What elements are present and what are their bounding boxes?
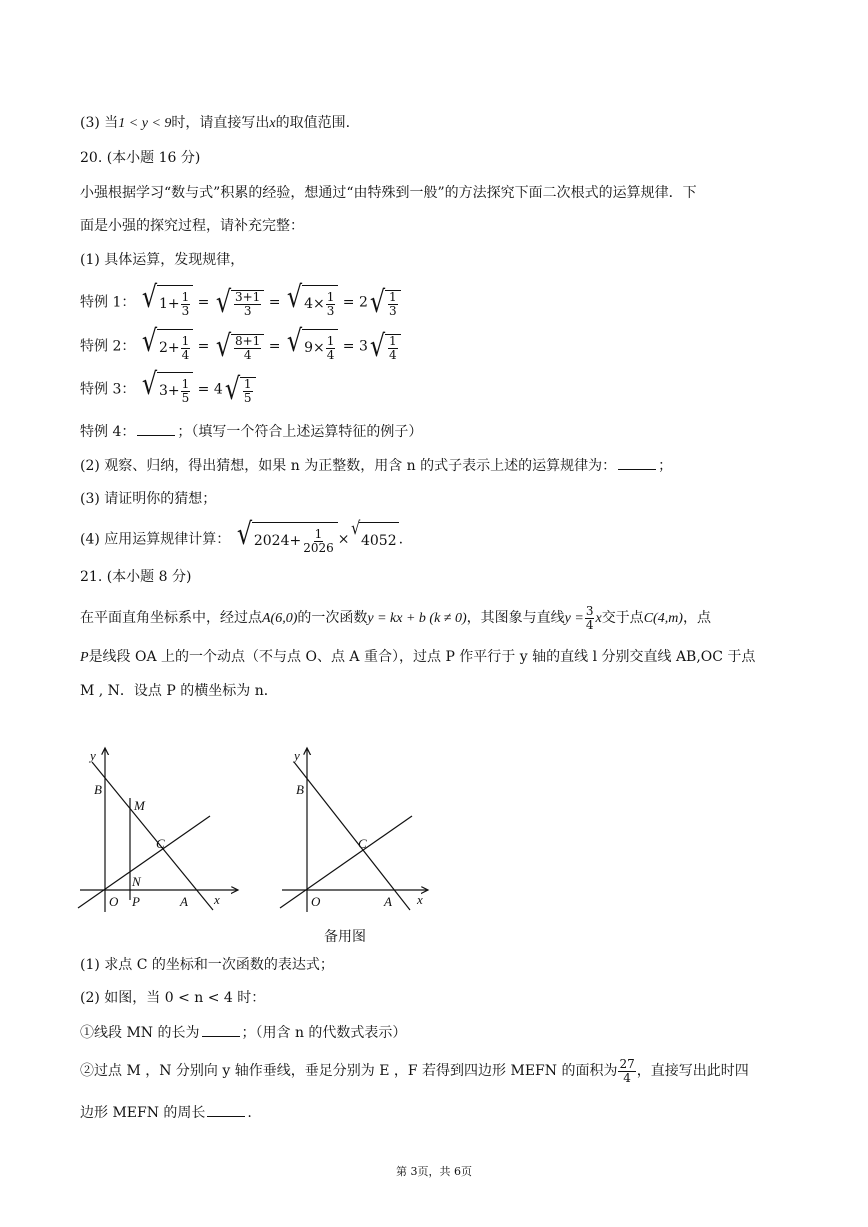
q21-sub2-1-blank[interactable] <box>202 1022 240 1037</box>
fig1-label-c: C <box>156 836 165 851</box>
q21-sub2-1 <box>80 1022 406 1043</box>
example-1-formula: √ 1+ $\frac{1}{3}$ <box>140 283 193 322</box>
example-4-blank[interactable] <box>137 421 175 436</box>
q19-3-suffix: 的取值范围. <box>275 115 351 131</box>
expr-frac-den: 2026 <box>303 540 334 555</box>
fig1-label-p: P <box>132 894 140 909</box>
q20-part4: (4) 应用运算规律计算： √ 2024+ $\frac{1}{2026}$ × √ 4052 . <box>80 520 403 559</box>
q21-sub2-2 <box>80 1056 749 1086</box>
area-den: 4 <box>623 1070 631 1085</box>
q21-sub1: (1) 求点 C 的坐标和一次函数的表达式； <box>80 957 334 973</box>
q19-3-condition: 1 < y < 9 <box>118 116 172 131</box>
page-footer: 第 3页，共 6页 <box>396 1165 472 1178</box>
q20-part2-end: ； <box>658 458 673 474</box>
q19-3-mid: 时，请直接写出 <box>171 115 270 131</box>
fig1-label-o: O <box>109 894 119 909</box>
example-4-hint: ；（填写一个符合上述运算特征的例子） <box>177 424 423 440</box>
q20-part2 <box>80 455 672 476</box>
fig2-label-o: O <box>311 894 321 909</box>
fig1-label-y: y <box>90 748 96 763</box>
q21-l1b: 的一次函数 <box>297 610 368 626</box>
fig1-label-x: x <box>214 892 220 907</box>
fig2-line-ab <box>294 762 410 910</box>
q21-sub2-3-blank[interactable] <box>207 1102 245 1117</box>
q20-header: 20. (本小题 16 分) <box>80 150 201 166</box>
fig2-line-oc <box>280 816 412 908</box>
figure-caption: 备用图 <box>324 929 366 945</box>
fig1-label-b: B <box>94 782 102 797</box>
example-2-formula: √ 2+ $\frac{1}{4}$ <box>140 327 193 366</box>
q21-line-2 <box>80 647 755 668</box>
q21-line-den: 4 <box>585 617 594 632</box>
expr-times: × <box>337 531 350 548</box>
q21-line-x: x <box>595 611 602 626</box>
q21-sub2-1-text: ①线段 MN 的长为 <box>80 1025 200 1041</box>
expr-frac-num: 1 <box>314 526 323 541</box>
q21-sub2-2-text: ②过点 M ，N 分别向 y 轴作垂线，垂足分别为 E ，F 若得到四边形 MEFN 的面积为 <box>80 1063 618 1079</box>
q21-point-c: C(4,m) <box>643 611 683 626</box>
q21-line-num: 3 <box>585 603 594 618</box>
q21-function: y = kx + b (k ≠ 0) <box>367 611 467 626</box>
q21-point-a: A(6,0) <box>262 611 298 626</box>
example-4-label: 特例 4： <box>80 424 136 440</box>
fig1-line-ab <box>92 762 213 910</box>
example-1: 特例 1： √ 1+ $\frac{1}{3}$ = √ $\frac{3+1}{3}$ = √ 4× $\frac{1}{3}$ = 2 √ $\frac{1}{3}$ <box>80 283 401 322</box>
q21-line-3: M , N．设点 P 的横坐标为 n． <box>80 683 278 699</box>
q21-sub2-1-end: ；（用含 n 的代数式表示） <box>241 1025 407 1041</box>
q21-figures <box>70 740 450 925</box>
q21-sub2-3 <box>80 1102 252 1123</box>
q20-part4-text: (4) 应用运算规律计算： <box>80 531 231 548</box>
q21-l1c: ，其图象与直线 <box>466 610 565 626</box>
fig1-line-oc <box>78 816 210 908</box>
q21-line-y: y = <box>564 611 584 626</box>
q19-part3 <box>80 113 350 134</box>
q20-intro-1: 小强根据学习“数与式”积累的经验，想通过“由特殊到一般”的方法探究下面二次根式的运算规律．下 <box>80 185 697 201</box>
fig1-label-n: N <box>132 874 141 889</box>
q20-part1: (1) 具体运算，发现规律， <box>80 252 245 268</box>
q21-sub2-3-end: . <box>247 1105 252 1121</box>
fig2-label-c: C <box>358 836 367 851</box>
area-num: 27 <box>619 1056 635 1071</box>
example-1-label: 特例 1： <box>80 294 136 311</box>
q21-sub2-2-end: ，直接写出此时四 <box>636 1063 749 1079</box>
q21-l1a: 在平面直角坐标系中，经过点 <box>80 610 262 626</box>
fig1-label-a: A <box>180 894 188 909</box>
q20-intro-2: 面是小强的探究过程，请补充完整： <box>80 218 304 234</box>
expr-end: . <box>398 531 404 548</box>
q21-l1d: 交于点 <box>601 610 644 626</box>
example-3: 特例 3： √ 3+ $\frac{1}{5}$ = 4 √ $\frac{1}{5}$ <box>80 370 256 409</box>
example-3-formula: √ 3+ $\frac{1}{5}$ <box>140 370 193 409</box>
q20-part4-expression: √ 2024+ $\frac{1}{2026}$ <box>235 520 338 559</box>
example-2: 特例 2： √ 2+ $\frac{1}{4}$ = √ $\frac{8+1}{4}$ = √ 9× $\frac{1}{4}$ = 3 √ $\frac{1}{4}$ <box>80 327 401 366</box>
q21-l1e: ，点 <box>682 610 711 626</box>
fig2-label-a: A <box>384 894 392 909</box>
expr-sqrt-4052: 4052 <box>359 522 399 559</box>
fig2-label-y: y <box>294 748 300 763</box>
q21-sub2: (2) 如图，当 0 < n < 4 时： <box>80 990 266 1006</box>
q21-l2: 是线段 OA 上的一个动点（不与点 O、点 A 重合），过点 P 作平行于 y 轴的直线 l 分别交直线 AB,OC 于点 <box>88 649 756 665</box>
figure-main <box>78 748 238 912</box>
example-4 <box>80 421 422 442</box>
fig1-label-m: M <box>134 798 145 813</box>
q20-part3: (3) 请证明你的猜想； <box>80 491 217 507</box>
q19-3-prefix: (3) 当 <box>80 115 119 131</box>
example-3-label: 特例 3： <box>80 381 136 398</box>
q21-sub2-3-text: 边形 MEFN 的周长 <box>80 1105 206 1121</box>
example-2-label: 特例 2： <box>80 338 136 355</box>
fig2-label-x: x <box>417 892 423 907</box>
fig2-label-b: B <box>296 782 304 797</box>
q21-point-p: P <box>80 650 89 665</box>
q20-part2-blank[interactable] <box>618 455 656 470</box>
expr-term: 2024+ <box>253 533 302 549</box>
q19-3-var: x <box>269 116 276 131</box>
figure-backup <box>280 748 428 912</box>
q20-part2-text: (2) 观察、归纳，得出猜想，如果 n 为正整数，用含 n 的式子表示上述的运算规律为： <box>80 458 617 474</box>
q21-line-1 <box>80 603 711 634</box>
q21-header: 21. (本小题 8 分) <box>80 569 192 585</box>
